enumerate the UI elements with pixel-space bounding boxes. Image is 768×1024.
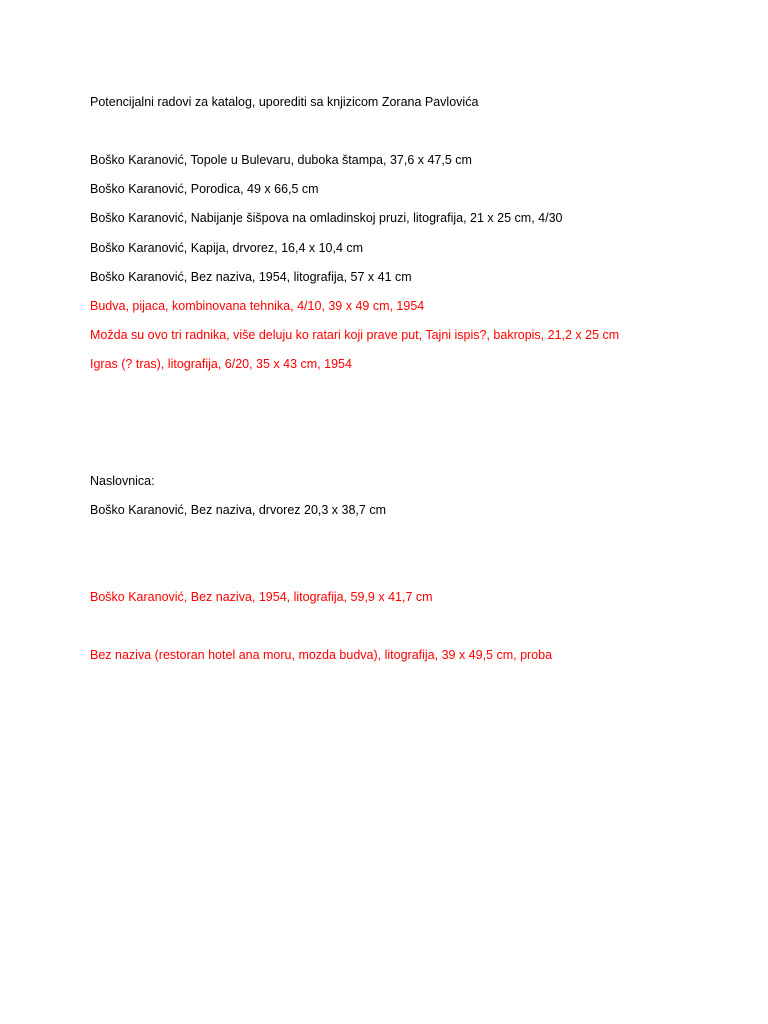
work-line-5: Boško Karanović, Bez naziva, 1954, litografija, 57 x 41 cm: [90, 270, 412, 284]
document-heading: Potencijalni radovi za katalog, uporediti sa knjizicom Zorana Pavlovića: [90, 95, 479, 109]
work-line-7-highlighted: Možda su ovo tri radnika, više deluju ko ratari koji prave put, Tajni ispis?, bakropis, 21,2 x 25 cm: [90, 328, 620, 342]
extra-work-line-2-highlighted: Bez naziva (restoran hotel ana moru, mozda budva), litografija, 39 x 49,5 cm, proba: [90, 648, 553, 662]
work-line-2: Boško Karanović, Porodica, 49 x 66,5 cm: [90, 182, 319, 196]
work-line-1: Boško Karanović, Topole u Bulevaru, duboka štampa, 37,6 x 47,5 cm: [90, 153, 472, 167]
cover-label: Naslovnica:: [90, 474, 155, 488]
work-line-8-highlighted: Igras (? tras), litografija, 6/20, 35 x 43 cm, 1954: [90, 357, 352, 371]
work-line-3: Boško Karanović, Nabijanje šišpova na omladinskoj pruzi, litografija, 21 x 25 cm, 4/30: [90, 211, 563, 225]
work-line-4: Boško Karanović, Kapija, drvorez, 16,4 x 10,4 cm: [90, 241, 364, 255]
cover-work: Boško Karanović, Bez naziva, drvorez 20,3 x 38,7 cm: [90, 503, 386, 517]
extra-work-line-1-highlighted: Boško Karanović, Bez naziva, 1954, litografija, 59,9 x 41,7 cm: [90, 590, 433, 604]
work-line-6-highlighted: Budva, pijaca, kombinovana tehnika, 4/10, 39 x 49 cm, 1954: [90, 299, 425, 313]
